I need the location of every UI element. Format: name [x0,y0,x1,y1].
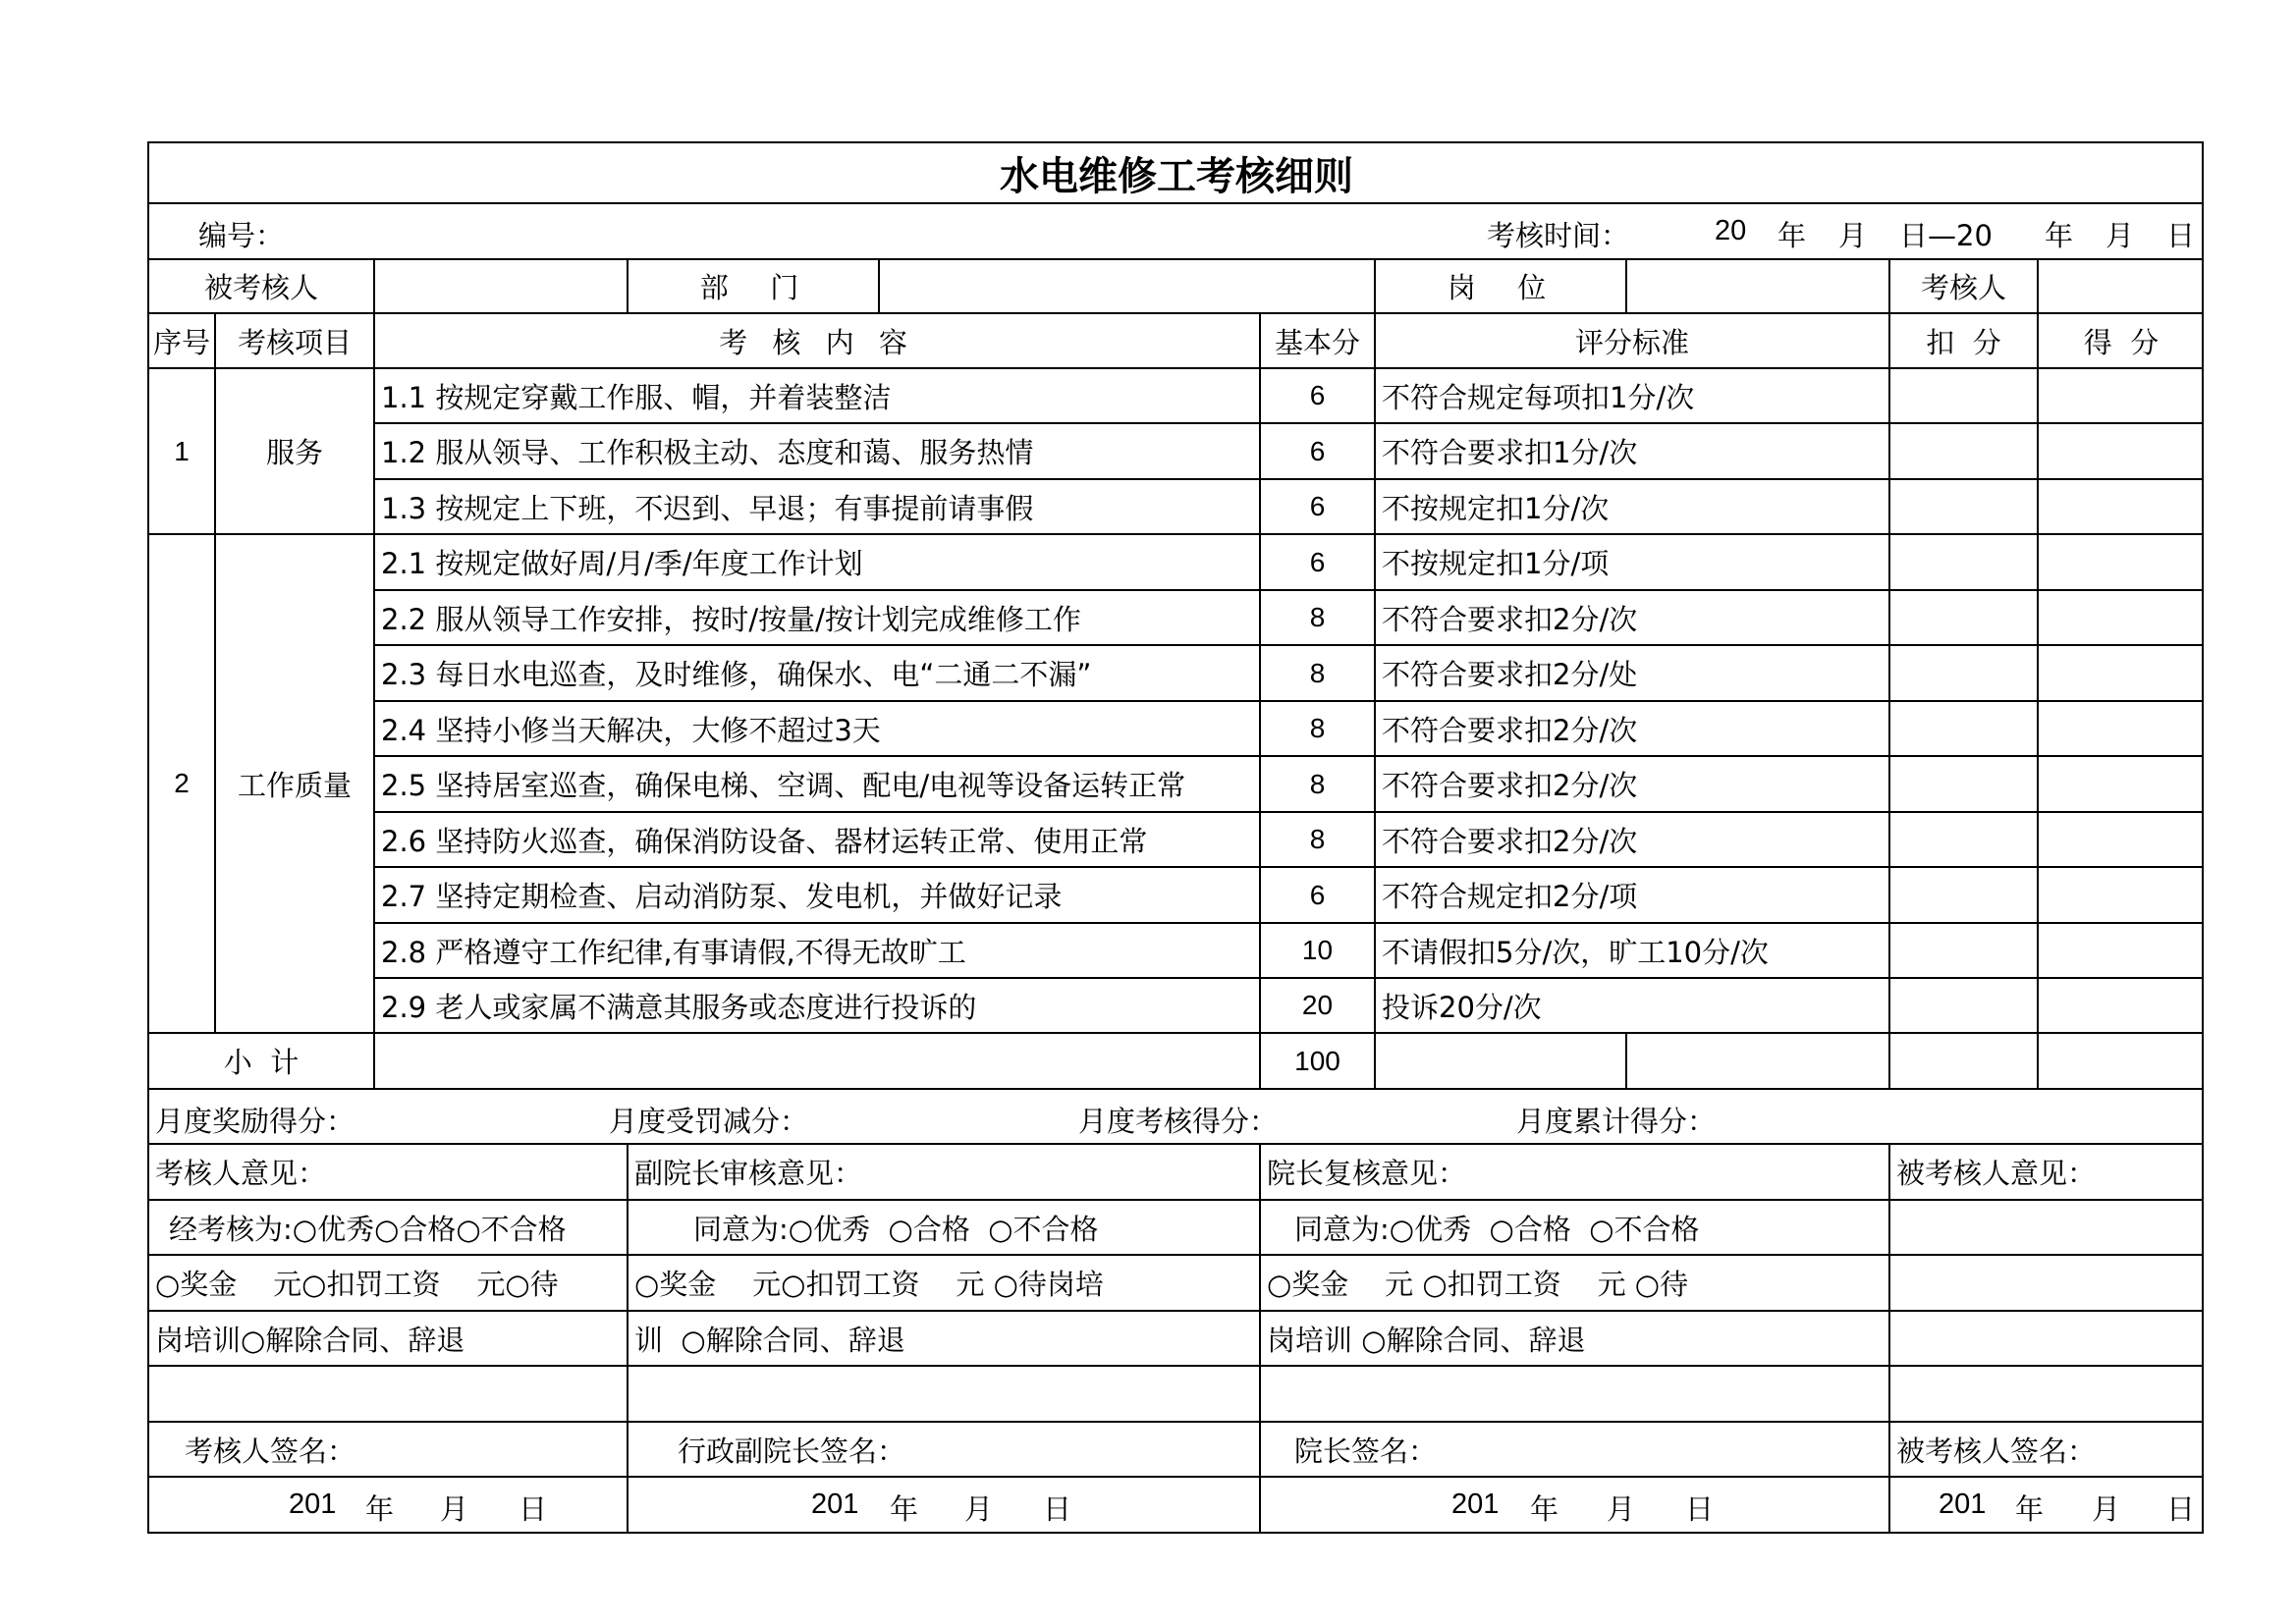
date-month: 月 [964,1492,994,1526]
table-row-standard: 不符合要求扣2分/次 [1374,811,1888,866]
table-row-content: 2.9 老人或家属不满意其服务或态度进行投诉的 [373,977,1259,1032]
period-mid: 日—20 [1899,219,1993,252]
period-year-2: 年 [2045,219,2074,252]
table-row-deduct-cell[interactable] [1888,644,2037,700]
vp-opinion-line1[interactable]: 同意为:○优秀 ○合格 ○不合格 [627,1199,1259,1254]
date-month: 月 [2092,1492,2121,1526]
assessor-label: 考核人 [1888,258,2037,312]
assessee-opinion-cell-2[interactable] [1888,1254,2204,1310]
table-row-content: 2.3 每日水电巡查，及时维修，确保水、电“二通二不漏” [373,644,1259,700]
header-standard: 评分标准 [1374,312,1888,367]
monthly-penalty-label: 月度受罚减分： [609,1105,809,1138]
assessment-sheet [147,141,2204,1534]
subtotal-cell-a[interactable] [1374,1032,1625,1088]
assessor-opinion-line2[interactable]: ○奖金 元○扣罚工资 元○待 [147,1254,627,1310]
table-row-content: 1.3 按规定上下班，不迟到、早退；有事提前请事假 [373,478,1259,533]
table-row-content: 2.4 坚持小修当天解决，大修不超过3天 [373,700,1259,755]
period-start-year: 20 [1715,215,1747,246]
table-row-base: 8 [1259,755,1374,811]
table-row-base: 10 [1259,922,1374,977]
header-score: 得 分 [2037,312,2204,367]
page-title: 水电维修工考核细则 [147,141,2204,202]
president-opinion-line1[interactable]: 同意为:○优秀 ○合格 ○不合格 [1259,1199,1888,1254]
date-day: 日 [519,1492,548,1526]
group-2-name: 工作质量 [214,533,373,1032]
date-year: 年 [2015,1492,2045,1526]
table-row-deduct-cell[interactable] [1888,700,2037,755]
table-row-deduct-cell[interactable] [1888,811,2037,866]
table-row-score-cell[interactable] [2037,755,2204,811]
vp-opinion-line3[interactable]: 训 ○解除合同、辞退 [627,1310,1259,1365]
vp-date-cell[interactable] [627,1476,1259,1534]
period-year-1: 年 [1777,219,1807,252]
assessor-opinion-line1[interactable]: 经考核为:○优秀○合格○不合格 [147,1199,627,1254]
table-row-deduct-cell[interactable] [1888,977,2037,1032]
table-row-content: 2.1 按规定做好周/月/季/年度工作计划 [373,533,1259,589]
table-row-base: 8 [1259,589,1374,644]
date-day: 日 [1043,1492,1072,1526]
table-row-score-cell[interactable] [2037,367,2204,422]
date-year-prefix: 201 [811,1489,859,1520]
table-row-score-cell[interactable] [2037,589,2204,644]
table-row-deduct-cell[interactable] [1888,422,2037,478]
monthly-score-label: 月度考核得分： [1078,1105,1279,1138]
table-row-deduct-cell[interactable] [1888,589,2037,644]
header-no: 序号 [147,312,214,367]
table-row-standard: 投诉20分/次 [1374,977,1888,1032]
group-1-name: 服务 [214,367,373,533]
assessee-label: 被考核人 [147,258,373,312]
department-field[interactable] [878,258,1374,312]
table-row-standard: 不按规定扣1分/项 [1374,533,1888,589]
date-year: 年 [365,1492,395,1526]
table-row-standard: 不符合要求扣2分/处 [1374,644,1888,700]
blank-cell [1888,1365,2204,1421]
table-row-standard: 不符合规定扣2分/项 [1374,866,1888,922]
subtotal-deduct-cell[interactable] [1888,1032,2037,1088]
assessee-opinion-cell-3[interactable] [1888,1310,2204,1365]
table-row-content: 2.7 坚持定期检查、启动消防泵、发电机，并做好记录 [373,866,1259,922]
date-year: 年 [1530,1492,1559,1526]
table-row-content: 2.6 坚持防火巡查，确保消防设备、器材运转正常、使用正常 [373,811,1259,866]
table-row-standard: 不符合规定每项扣1分/次 [1374,367,1888,422]
table-row-base: 6 [1259,478,1374,533]
position-field[interactable] [1625,258,1888,312]
table-row-base: 20 [1259,977,1374,1032]
assessor-opinion-title: 考核人意见： [147,1143,627,1199]
subtotal-base: 100 [1259,1032,1374,1088]
table-row-deduct-cell[interactable] [1888,922,2037,977]
blank-cell [1259,1365,1888,1421]
meta-row [147,202,2204,258]
table-row-base: 6 [1259,866,1374,922]
table-row-content: 1.1 按规定穿戴工作服、帽，并着装整洁 [373,367,1259,422]
header-item: 考核项目 [214,312,373,367]
serial-label: 编号： [198,219,285,252]
blank-cell [147,1365,627,1421]
table-row-score-cell[interactable] [2037,644,2204,700]
president-signature-label[interactable]: 院长签名： [1259,1421,1888,1476]
date-day: 日 [1685,1492,1715,1526]
vp-opinion-title: 副院长审核意见： [627,1143,1259,1199]
position-label: 岗 位 [1374,258,1625,312]
blank-cell [627,1365,1259,1421]
table-row-score-cell[interactable] [2037,922,2204,977]
table-row-deduct-cell[interactable] [1888,755,2037,811]
subtotal-content-cell [373,1032,1259,1088]
date-year-prefix: 201 [1451,1489,1500,1520]
president-opinion-line2[interactable]: ○奖金 元 ○扣罚工资 元 ○待 [1259,1254,1888,1310]
date-month: 月 [440,1492,469,1526]
table-row-deduct-cell[interactable] [1888,367,2037,422]
vp-opinion-line2[interactable]: ○奖金 元○扣罚工资 元 ○待岗培 [627,1254,1259,1310]
assessor-field[interactable] [2037,258,2204,312]
table-row-standard: 不请假扣5分/次，旷工10分/次 [1374,922,1888,977]
date-year-prefix: 201 [1939,1489,1987,1520]
table-row-base: 6 [1259,367,1374,422]
date-year-prefix: 201 [289,1489,337,1520]
monthly-cumulative-label: 月度累计得分： [1516,1105,1717,1138]
table-row-deduct-cell[interactable] [1888,866,2037,922]
period-month-1: 月 [1838,219,1868,252]
assessor-signature-label[interactable]: 考核人签名： [147,1421,627,1476]
table-row-standard: 不符合要求扣2分/次 [1374,589,1888,644]
assessee-field[interactable] [373,258,627,312]
table-row-base: 6 [1259,422,1374,478]
table-row-score-cell[interactable] [2037,866,2204,922]
assessee-date-cell[interactable] [1888,1476,2204,1534]
table-row-score-cell[interactable] [2037,811,2204,866]
group-1-no: 1 [147,367,214,533]
table-row-standard: 不符合要求扣1分/次 [1374,422,1888,478]
table-row-base: 8 [1259,644,1374,700]
assessee-opinion-title: 被考核人意见： [1888,1143,2204,1199]
table-row-content: 2.2 服从领导工作安排，按时/按量/按计划完成维修工作 [373,589,1259,644]
president-opinion-title: 院长复核意见： [1259,1143,1888,1199]
subtotal-cell-b[interactable] [1625,1032,1888,1088]
table-bottom-border [147,1532,2204,1534]
period-label: 考核时间： [1487,219,1630,252]
period-month-2: 月 [2105,219,2135,252]
table-row-base: 8 [1259,700,1374,755]
subtotal-score-cell[interactable] [2037,1032,2204,1088]
header-content: 考 核 内 容 [373,312,1259,367]
table-row-deduct-cell[interactable] [1888,478,2037,533]
department-label: 部 门 [627,258,878,312]
table-right-border [2202,141,2204,1534]
assessee-opinion-cell-1[interactable] [1888,1199,2204,1254]
table-row-standard: 不符合要求扣2分/次 [1374,755,1888,811]
table-row-score-cell[interactable] [2037,478,2204,533]
subtotal-label: 小 计 [147,1032,373,1088]
president-opinion-line3[interactable]: 岗培训 ○解除合同、辞退 [1259,1310,1888,1365]
table-row-score-cell[interactable] [2037,700,2204,755]
table-row-base: 6 [1259,533,1374,589]
assessor-opinion-line3[interactable]: 岗培训○解除合同、辞退 [147,1310,627,1365]
president-date-cell[interactable] [1259,1476,1888,1534]
monthly-reward-label: 月度奖励得分： [155,1105,355,1138]
table-row-content: 1.2 服从领导、工作积极主动、态度和蔼、服务热情 [373,422,1259,478]
assessee-signature-label[interactable]: 被考核人签名： [1888,1421,2204,1476]
header-base: 基本分 [1259,312,1374,367]
header-deduct: 扣 分 [1888,312,2037,367]
table-row-standard: 不按规定扣1分/次 [1374,478,1888,533]
table-row-score-cell[interactable] [2037,422,2204,478]
table-row-base: 8 [1259,811,1374,866]
table-row-score-cell[interactable] [2037,977,2204,1032]
table-row-content: 2.8 严格遵守工作纪律,有事请假,不得无故旷工 [373,922,1259,977]
group-2-no: 2 [147,533,214,1032]
period-day-2: 日 [2166,219,2196,252]
table-row-score-cell[interactable] [2037,533,2204,589]
table-row-standard: 不符合要求扣2分/次 [1374,700,1888,755]
date-year: 年 [890,1492,919,1526]
date-day: 日 [2166,1492,2196,1526]
vp-signature-label[interactable]: 行政副院长签名： [627,1421,1259,1476]
table-row-content: 2.5 坚持居室巡查，确保电梯、空调、配电/电视等设备运转正常 [373,755,1259,811]
table-row-deduct-cell[interactable] [1888,533,2037,589]
date-month: 月 [1607,1492,1636,1526]
